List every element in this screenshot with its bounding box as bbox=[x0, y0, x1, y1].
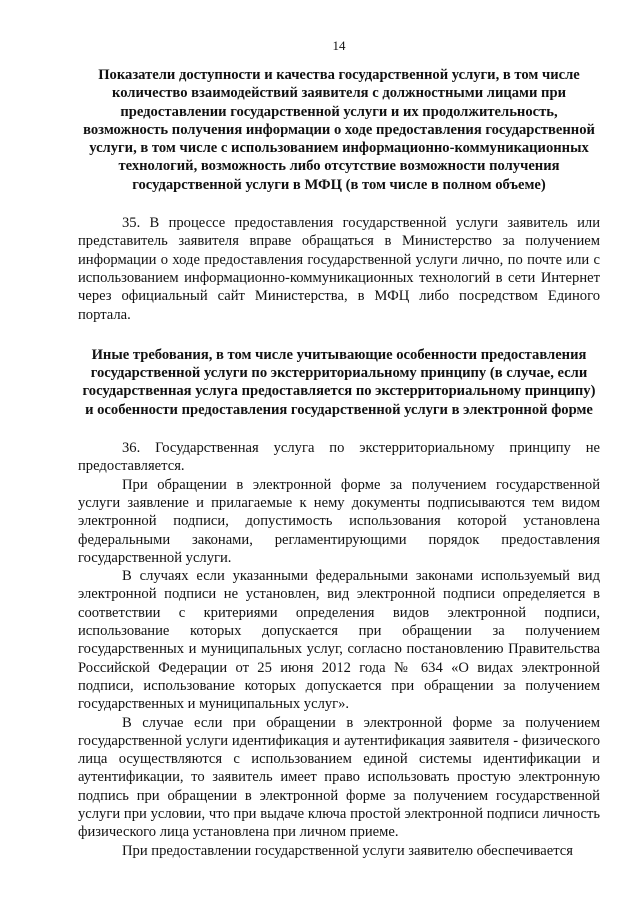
paragraph-36-provision: При предоставлении государственной услуги заявителю обеспечивается bbox=[122, 842, 573, 859]
page-number: 14 bbox=[332, 38, 346, 53]
paragraph-36-signature-type: В случаях если указанными федеральными законами используемый вид электронной подписи не установлен, вид электронной подписи определяется в соответствии с критериями определения видов электронной подписи, использование которых допускается при обращении за получением государственных и муниципальных услуг, согласно постановлению Правительства Российской Федерации от 25 июня 2012 года № 634 «О видах электронной подписи, использование которых допускается при обращении за получением государственных и муниципальных услуг». bbox=[78, 568, 600, 713]
paragraph-36: 36. Государственная услуга по экстерриториальному принципу не предоставляется. bbox=[78, 440, 600, 475]
section-heading-other-requirements: Иные требования, в том числе учитывающие особенности предоставления государственной услуги по экстерриториальному принципу (в случае, если государственная услуга предоставляется по экстерриториальному принципу) и особенности предоставления государственной услуги в электронной форме bbox=[82, 346, 596, 418]
paragraph-36-electronic-form: При обращении в электронной форме за получением государственной услуги заявление и прилагаемые к нему документы подписываются тем видом электронной подписи, допустимость использования которой установлена федеральными законами, регламентирующими порядок предоставления государственной услуги. bbox=[78, 476, 600, 566]
paragraph-36-simple-signature: В случае если при обращении в электронной форме за получением государственной услуги идентификация и аутентификация заявителя - физического лица осуществляются с использованием единой системы идентификации и аутентификации, то заявитель имеет право использовать простую электронную подпись при обращении в электронной форме за получением государственной услуги при условии, что при выдаче ключа простой электронной подписи личность физического лица установлена при личном приеме. bbox=[78, 714, 600, 841]
section-heading-accessibility: Показатели доступности и качества государственной услуги, в том числе количество взаимодействий заявителя с должностными лицами при предоставлении государственной услуги и их продолжительность, возможность получения информации о ходе предоставления государственной услуги, в том числе с использованием информационно-коммуникационных технологий, возможность либо отсутствие возможности получения государственной услуги в МФЦ (в том числе в полном объеме) bbox=[83, 67, 595, 193]
paragraph-35: 35. В процессе предоставления государственной услуги заявитель или представитель заявителя вправе обращаться в Министерство за получением информации о ходе предоставления государственной услуги лично, по почте или с использованием информационно-коммуникационных технологий в сети Интернет через официальный сайт Министерства, в МФЦ либо посредством Единого портала. bbox=[78, 215, 600, 323]
document-page bbox=[78, 38, 600, 860]
